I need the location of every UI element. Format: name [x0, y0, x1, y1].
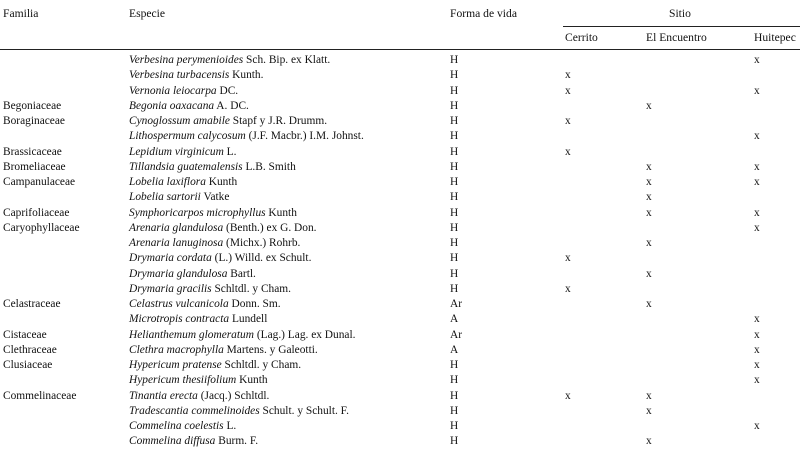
species-epithet: Lobelia laxiflora [129, 176, 206, 188]
species-author: (Michx.) Rohrb. [223, 237, 301, 249]
species-epithet: Hypericum pratense [129, 359, 222, 371]
especie-cell [129, 297, 281, 312]
species-author: Kunth [265, 206, 297, 219]
forma-de-vida-cell: H [450, 54, 459, 66]
forma-de-vida-cell: H [450, 130, 459, 143]
species-author: Martens. y Galeotti. [223, 343, 318, 356]
species-author: Donn. Sm. [228, 298, 281, 310]
el-encuentro-cell: x [646, 99, 652, 112]
sitio-subheader-rule [563, 26, 800, 27]
species-author: Lundell [229, 313, 268, 326]
familia-cell: Campanulaceae [3, 176, 76, 188]
cerrito-cell: x [565, 282, 571, 295]
table-row [0, 434, 800, 449]
forma-de-vida-cell: H [450, 252, 459, 265]
table-row [0, 312, 800, 327]
familia-cell: Bromeliaceae [3, 160, 66, 173]
species-author: DC. [216, 84, 239, 97]
especie-cell [129, 419, 236, 434]
table-row [0, 251, 800, 266]
especie-cell [129, 175, 237, 190]
el-encuentro-cell: x [646, 176, 652, 188]
forma-de-vida-cell: H [450, 267, 459, 280]
huitepec-cell: x [754, 359, 760, 371]
species-epithet: Commelina diffusa [129, 435, 216, 448]
especie-cell [129, 221, 317, 236]
familia-cell: Cistaceae [3, 328, 47, 341]
especie-cell [129, 358, 301, 373]
species-epithet: Arenaria lanuginosa [129, 237, 224, 249]
cerrito-cell: x [565, 69, 571, 82]
familia-cell: Boraginaceae [3, 115, 65, 127]
especie-cell [129, 206, 297, 221]
species-author: L.B. Smith [242, 160, 296, 173]
forma-de-vida-cell: H [450, 420, 459, 432]
table-row [0, 99, 800, 114]
familia-cell: Commelinaceae [3, 389, 77, 402]
species-author: Kunth [205, 176, 238, 188]
species-epithet: Begonia oaxacana [129, 99, 215, 112]
forma-de-vida-cell: Ar [450, 328, 463, 341]
species-author: Burm. F. [215, 435, 259, 448]
el-encuentro-cell: x [646, 160, 652, 173]
species-epithet: Hypericum thesiifolium [129, 374, 237, 387]
species-author: Sch. Bip. ex Klatt. [243, 54, 331, 66]
table-row [0, 267, 800, 282]
el-encuentro-cell: x [646, 206, 652, 219]
familia-cell: Clethraceae [3, 343, 57, 356]
forma-de-vida-cell: H [450, 145, 459, 158]
especie-cell [129, 389, 269, 404]
species-epithet: Microtropis contracta [129, 313, 230, 326]
species-epithet: Clethra macrophylla [129, 343, 224, 356]
species-epithet: Lobelia sartorii [129, 191, 201, 204]
huitepec-cell: x [754, 84, 760, 97]
species-epithet: Celastrus vulcanicola [129, 298, 229, 310]
forma-de-vida-cell: H [450, 206, 459, 219]
especie-cell [129, 84, 238, 99]
familia-cell: Caryophyllaceae [3, 221, 80, 234]
table-row [0, 53, 800, 68]
table-row [0, 389, 800, 404]
forma-de-vida-cell: H [450, 282, 459, 295]
especie-cell [129, 434, 258, 449]
especie-cell [129, 251, 311, 266]
forma-de-vida-cell: H [450, 99, 459, 112]
table-row [0, 373, 800, 388]
forma-de-vida-cell: H [450, 221, 459, 234]
especie-cell [129, 53, 330, 68]
header-especie: Especie [129, 7, 166, 20]
species-epithet: Drymaria glandulosa [129, 267, 228, 280]
species-epithet: Tradescantia commelinoides [129, 404, 260, 417]
especie-cell [129, 160, 296, 175]
el-encuentro-cell: x [646, 435, 652, 448]
table-row [0, 419, 800, 434]
forma-de-vida-cell: H [450, 115, 459, 127]
huitepec-cell: x [754, 160, 760, 173]
table-row [0, 129, 800, 144]
huitepec-cell: x [754, 130, 760, 143]
species-epithet: Drymaria cordata [129, 252, 212, 265]
table-row [0, 328, 800, 343]
species-author: (Jacq.) Schltdl. [197, 389, 270, 402]
species-epithet: Tinantia erecta [129, 389, 198, 402]
species-author: (L.) Willd. ex Schult. [211, 252, 312, 265]
familia-cell: Brassicaceae [3, 145, 62, 158]
species-epithet: Drymaria gracilis [129, 282, 212, 295]
familia-cell: Caprifoliaceae [3, 206, 70, 219]
header-site-el-encuentro: El Encuentro [646, 31, 707, 44]
forma-de-vida-cell: A [450, 343, 459, 356]
familia-cell: Begoniaceae [3, 99, 62, 112]
el-encuentro-cell: x [646, 298, 652, 310]
table-row [0, 282, 800, 297]
especie-cell [129, 312, 267, 327]
header-sitio: Sitio [669, 7, 691, 20]
forma-de-vida-cell: H [450, 389, 459, 402]
header-site-huitepec: Huitepec [754, 31, 796, 44]
species-author: Kunth [236, 374, 268, 387]
cerrito-cell: x [565, 84, 571, 97]
forma-de-vida-cell: H [450, 191, 459, 204]
species-epithet: Commelina coelestis [129, 420, 224, 432]
table-row [0, 160, 800, 175]
forma-de-vida-cell: Ar [450, 298, 463, 310]
species-epithet: Vernonia leiocarpa [129, 84, 217, 97]
header-bottom-rule [0, 49, 800, 50]
species-author: L. [223, 420, 237, 432]
table-row [0, 297, 800, 312]
forma-de-vida-cell: H [450, 404, 459, 417]
species-author: Schltdl. y Cham. [211, 282, 292, 295]
species-epithet: Verbesina perymenioides [129, 54, 244, 66]
species-author: (Benth.) ex G. Don. [223, 221, 317, 234]
especie-cell [129, 236, 300, 251]
huitepec-cell: x [754, 328, 760, 341]
header-site-cerrito: Cerrito [565, 31, 598, 44]
especie-cell [129, 373, 268, 388]
species-author: Schltdl. y Cham. [221, 359, 302, 371]
table-row [0, 221, 800, 236]
huitepec-cell: x [754, 206, 760, 219]
forma-de-vida-cell: H [450, 374, 459, 387]
especie-cell [129, 190, 229, 205]
huitepec-cell: x [754, 374, 760, 387]
el-encuentro-cell: x [646, 404, 652, 417]
species-epithet: Helianthemum glomeratum [129, 328, 254, 341]
species-author: Schult. y Schult. F. [259, 404, 349, 417]
table-row [0, 343, 800, 358]
forma-de-vida-cell: H [450, 69, 459, 82]
familia-cell: Celastraceae [3, 298, 61, 310]
forma-de-vida-cell: H [450, 237, 459, 249]
table-row [0, 358, 800, 373]
species-author: Stapf y J.R. Drumm. [229, 115, 328, 127]
el-encuentro-cell: x [646, 267, 652, 280]
especie-cell [129, 343, 318, 358]
especie-cell [129, 145, 236, 160]
species-epithet: Verbesina turbacensis [129, 69, 230, 82]
header-familia: Familia [3, 7, 39, 20]
forma-de-vida-cell: H [450, 435, 459, 448]
species-epithet: Cynoglossum amabile [129, 115, 230, 127]
species-author: Vatke [200, 191, 230, 204]
forma-de-vida-cell: H [450, 160, 459, 173]
forma-de-vida-cell: H [450, 359, 459, 371]
especie-cell [129, 404, 349, 419]
especie-cell [129, 99, 249, 114]
species-epithet: Arenaria glandulosa [129, 221, 224, 234]
species-author: (J.F. Macbr.) I.M. Johnst. [245, 130, 364, 143]
table-row [0, 68, 800, 83]
huitepec-cell: x [754, 176, 760, 188]
huitepec-cell: x [754, 420, 760, 432]
species-author: Kunth. [229, 69, 264, 82]
table-row [0, 236, 800, 251]
species-epithet: Lithospermum calycosum [129, 130, 246, 143]
species-epithet: Tillandsia guatemalensis [129, 160, 243, 173]
cerrito-cell: x [565, 252, 571, 265]
huitepec-cell: x [754, 343, 760, 356]
species-author: Bartl. [227, 267, 256, 280]
table-row [0, 175, 800, 190]
especie-cell [129, 282, 291, 297]
table-row [0, 145, 800, 160]
el-encuentro-cell: x [646, 191, 652, 204]
huitepec-cell: x [754, 54, 760, 66]
huitepec-cell: x [754, 313, 760, 326]
table-row [0, 84, 800, 99]
table-row [0, 206, 800, 221]
species-epithet: Lepidium virginicum [129, 145, 224, 158]
el-encuentro-cell: x [646, 237, 652, 249]
especie-cell [129, 114, 327, 129]
species-author: L. [223, 145, 237, 158]
species-epithet: Symphoricarpos microphyllus [129, 206, 266, 219]
species-author: A. DC. [214, 99, 249, 112]
table-row [0, 190, 800, 205]
especie-cell [129, 328, 356, 343]
el-encuentro-cell: x [646, 389, 652, 402]
forma-de-vida-cell: A [450, 313, 459, 326]
cerrito-cell: x [565, 389, 571, 402]
especie-cell [129, 129, 364, 144]
cerrito-cell: x [565, 115, 571, 127]
header-forma-de-vida: Forma de vida [450, 7, 517, 20]
especie-cell [129, 68, 263, 83]
species-author: (Lag.) Lag. ex Dunal. [253, 328, 356, 341]
familia-cell: Clusiaceae [3, 359, 53, 371]
especie-cell [129, 267, 256, 282]
table-row [0, 404, 800, 419]
table-row [0, 114, 800, 129]
cerrito-cell: x [565, 145, 571, 158]
forma-de-vida-cell: H [450, 84, 459, 97]
forma-de-vida-cell: H [450, 176, 459, 188]
huitepec-cell: x [754, 221, 760, 234]
